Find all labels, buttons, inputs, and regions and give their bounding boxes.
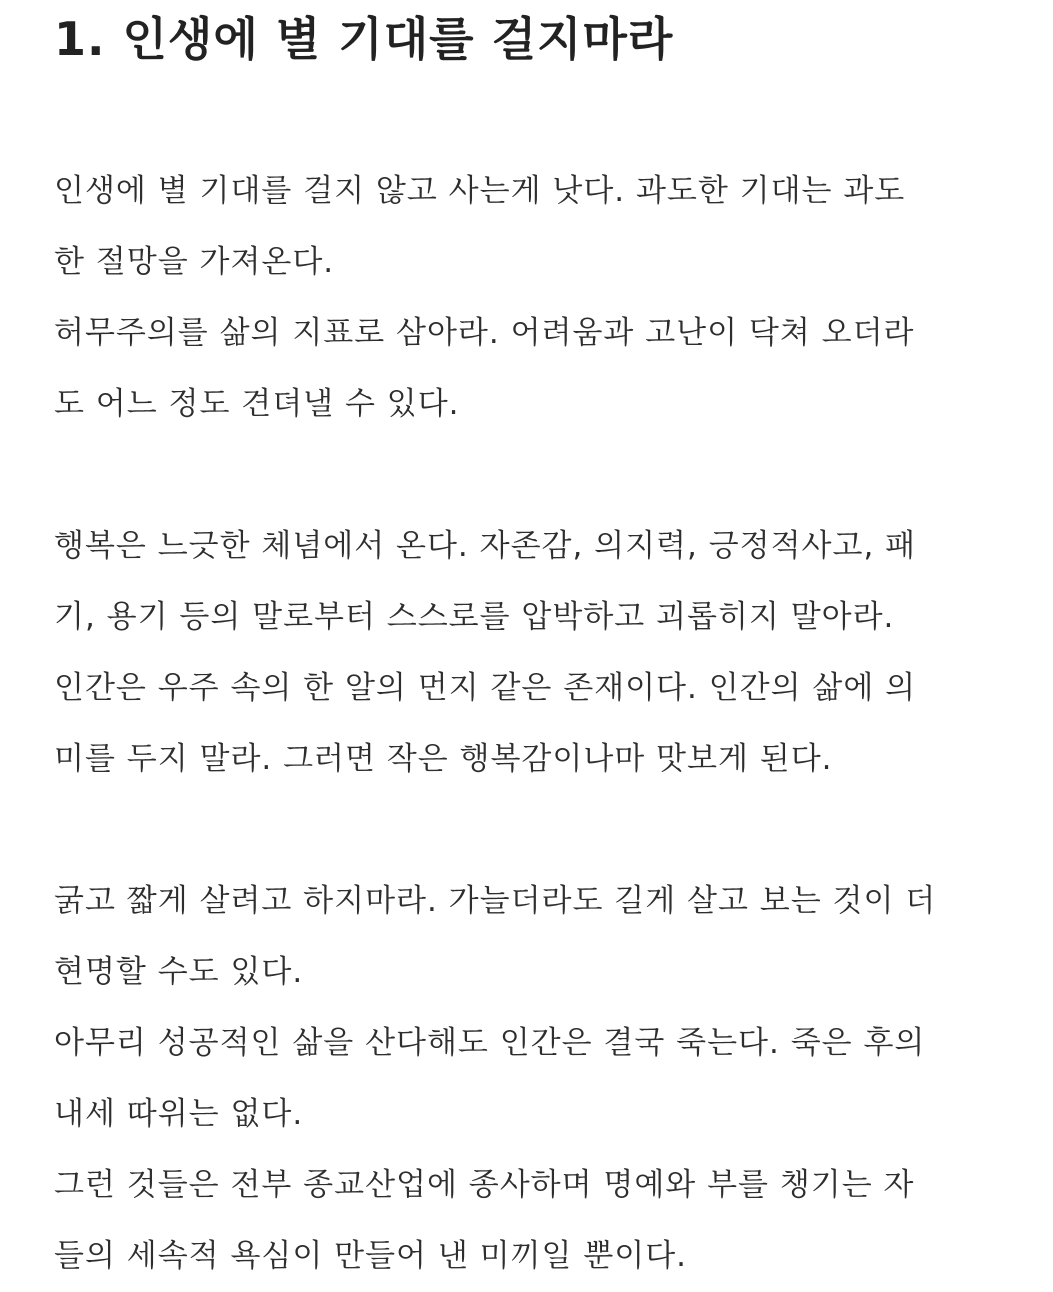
paragraph-line: 굵고 짧게 살려고 하지마라. 가늘더라도 길게 살고 보는 것이 더 bbox=[54, 883, 937, 919]
paragraph-line: 그런 것들은 전부 종교산업에 종사하며 명예와 부를 챙기는 자 bbox=[54, 1167, 915, 1203]
paragraph-line: 인간은 우주 속의 한 알의 먼지 같은 존재이다. 인간의 삶에 의 bbox=[54, 670, 917, 706]
paragraph-line: 내세 따위는 없다. bbox=[54, 1096, 304, 1132]
paragraph-line: 미를 두지 말라. 그러면 작은 행복감이나마 맛보게 된다. bbox=[54, 741, 833, 777]
paragraph-line: 아무리 성공적인 삶을 산다해도 인간은 결국 죽는다. 죽은 후의 bbox=[54, 1025, 926, 1061]
paragraph-1 bbox=[54, 156, 1044, 440]
paragraph-line: 기, 용기 등의 말로부터 스스로를 압박하고 괴롭히지 말아라. bbox=[54, 599, 895, 635]
paragraph-line: 행복은 느긋한 체념에서 온다. 자존감, 의지력, 긍정적사고, 패 bbox=[54, 528, 917, 564]
paragraph-2 bbox=[54, 511, 1044, 795]
paragraph-line: 허무주의를 삶의 지표로 삼아라. 어려움과 고난이 닥쳐 오더라 bbox=[54, 315, 915, 351]
paragraph-line: 도 어느 정도 견뎌낼 수 있다. bbox=[54, 386, 460, 422]
article-title: 1. 인생에 별 기대를 걸지마라 bbox=[54, 12, 674, 66]
paragraph-line: 들의 세속적 욕심이 만들어 낸 미끼일 뿐이다. bbox=[54, 1238, 688, 1274]
paragraph-line: 현명할 수도 있다. bbox=[54, 954, 304, 990]
article bbox=[54, 0, 1044, 1292]
paragraph-line: 인생에 별 기대를 걸지 않고 사는게 낫다. 과도한 기대는 과도 bbox=[54, 173, 906, 209]
paragraph-3 bbox=[54, 866, 1044, 1292]
paragraph-line: 한 절망을 가져온다. bbox=[54, 244, 335, 280]
